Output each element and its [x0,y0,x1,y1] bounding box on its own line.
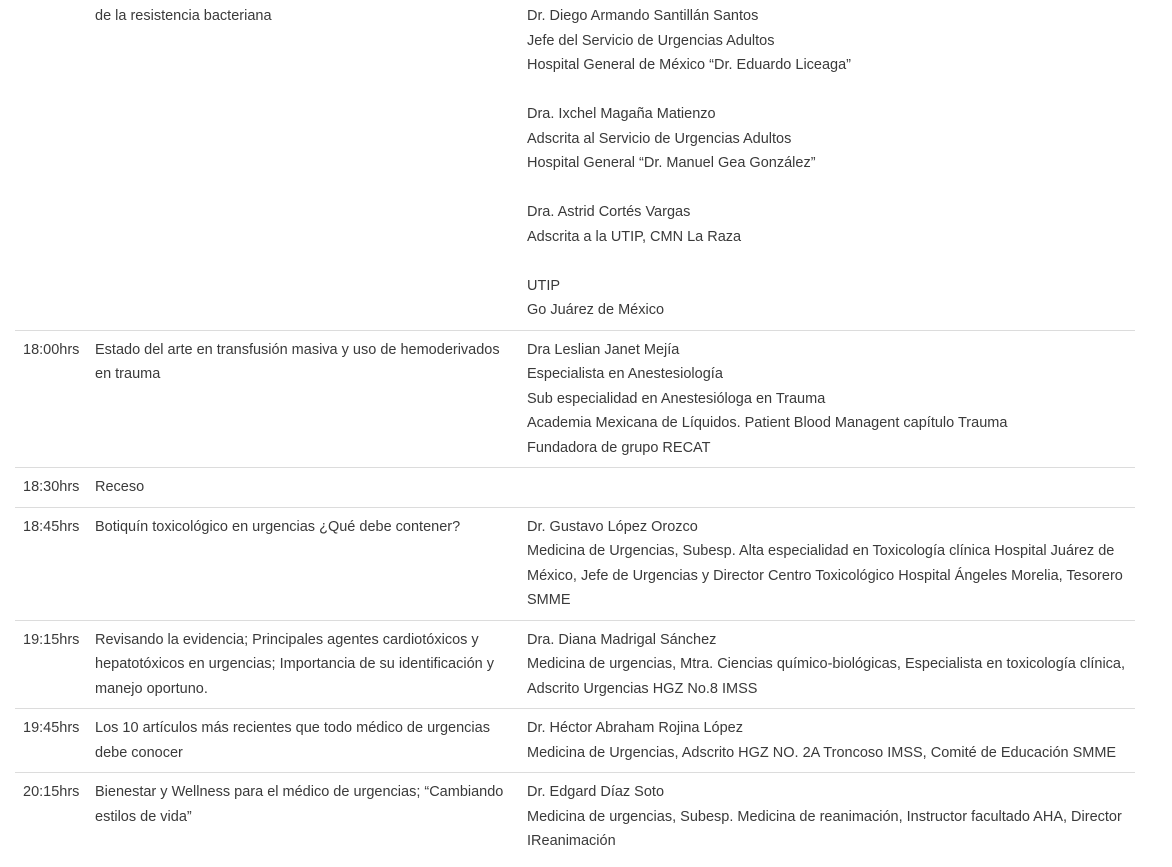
speaker-block [527,102,1131,176]
speaker-name: Dr. Gustavo López Orozco [527,518,698,535]
speaker-name: UTIP [527,277,561,294]
session-topic: Receso [95,479,145,495]
schedule-row [15,468,1135,508]
session-time: 18:45hrs [23,518,80,535]
session-topic: Los 10 artículos más recientes que todo médico de urgencias debe conocer [95,720,490,761]
schedule-row [15,709,1135,773]
speaker-block [527,274,1131,323]
session-topic: Revisando la evidencia; Principales agentes cardiotóxicos y hepatotóxicos en urgencias; Importancia de su identificación y manejo oportuno. [95,631,494,697]
session-time [15,4,95,323]
session-time: 19:45hrs [23,720,80,736]
speaker-credential: Medicina de urgencias, Mtra. Ciencias químico-biológicas, Especialista en toxicología clínica, Adscrito Urgencias HGZ No.8 IMSS [527,656,1126,697]
speaker-name: Dra. Ixchel Magaña Matienzo [527,106,716,122]
speaker-credential: Jefe del Servicio de Urgencias Adultos [527,32,775,49]
speaker-credential: Medicina de urgencias, Subesp. Medicina de reanimación, Instructor facultado AHA, Director IReanimación [527,808,1122,849]
schedule-row [15,773,1135,861]
session-topic: Botiquín toxicológico en urgencias ¿Qué debe contener? [95,518,461,535]
speaker-credential: Academia Mexicana de Líquidos. Patient Blood Managent capítulo Trauma [527,415,1008,431]
speaker-block [527,200,1131,249]
session-speakers [527,475,1135,500]
program-schedule-table [15,4,1135,861]
speaker-block [527,628,1131,702]
speaker-credential: Especialista en Anestesiología [527,366,723,382]
speaker-block [527,515,1131,613]
speaker-name: Dra. Diana Madrigal Sánchez [527,631,717,648]
speaker-block [527,338,1131,461]
session-time: 20:15hrs [23,784,80,800]
speaker-name: Dr. Héctor Abraham Rojina López [527,720,743,736]
speaker-name: Dra. Astrid Cortés Vargas [527,204,691,220]
speaker-credential: Medicina de Urgencias, Subesp. Alta especialidad en Toxicología clínica Hospital Juárez de México, Jefe de Urgencias y Director Centro Toxicológico Hospital Ángeles Morelia, Tesorero SMME [527,543,1123,608]
session-speakers [527,628,1135,702]
session-speakers [527,515,1135,613]
session-speakers [527,780,1135,854]
speaker-name: Dr. Edgard Díaz Soto [527,784,665,800]
schedule-row [15,621,1135,710]
speaker-credential: Fundadora de grupo RECAT [527,439,711,456]
speaker-credential: Medicina de Urgencias, Adscrito HGZ NO. 2A Troncoso IMSS, Comité de Educación SMME [527,744,1117,761]
speaker-name: Dra Leslian Janet Mejía [527,341,680,358]
speaker-block [527,716,1131,765]
speaker-block [527,780,1131,854]
speaker-block [527,4,1131,78]
speaker-credential: Go Juárez de México [527,302,665,318]
schedule-row [15,508,1135,621]
session-speakers [527,4,1135,323]
session-topic: Bienestar y Wellness para el médico de urgencias; “Cambiando estilos de vida” [95,784,504,825]
speaker-credential: Sub especialidad en Anestesióloga en Trauma [527,390,826,407]
schedule-row [15,331,1135,469]
speaker-credential: Hospital General de México “Dr. Eduardo Liceaga” [527,57,851,73]
speaker-credential: Adscrita a la UTIP, CMN La Raza [527,228,742,245]
session-speakers [527,716,1135,765]
speaker-credential: Hospital General “Dr. Manuel Gea González” [527,155,816,171]
speaker-credential: Adscrita al Servicio de Urgencias Adultos [527,130,792,147]
session-speakers [527,338,1135,461]
speaker-name: Dr. Diego Armando Santillán Santos [527,8,759,24]
session-topic: Estado del arte en transfusión masiva y uso de hemoderivados en trauma [95,341,500,382]
session-time: 18:30hrs [23,479,80,495]
session-time: 19:15hrs [23,631,80,648]
schedule-row [15,4,1135,331]
session-time: 18:00hrs [23,341,80,358]
session-topic: de la resistencia bacteriana [95,8,272,24]
